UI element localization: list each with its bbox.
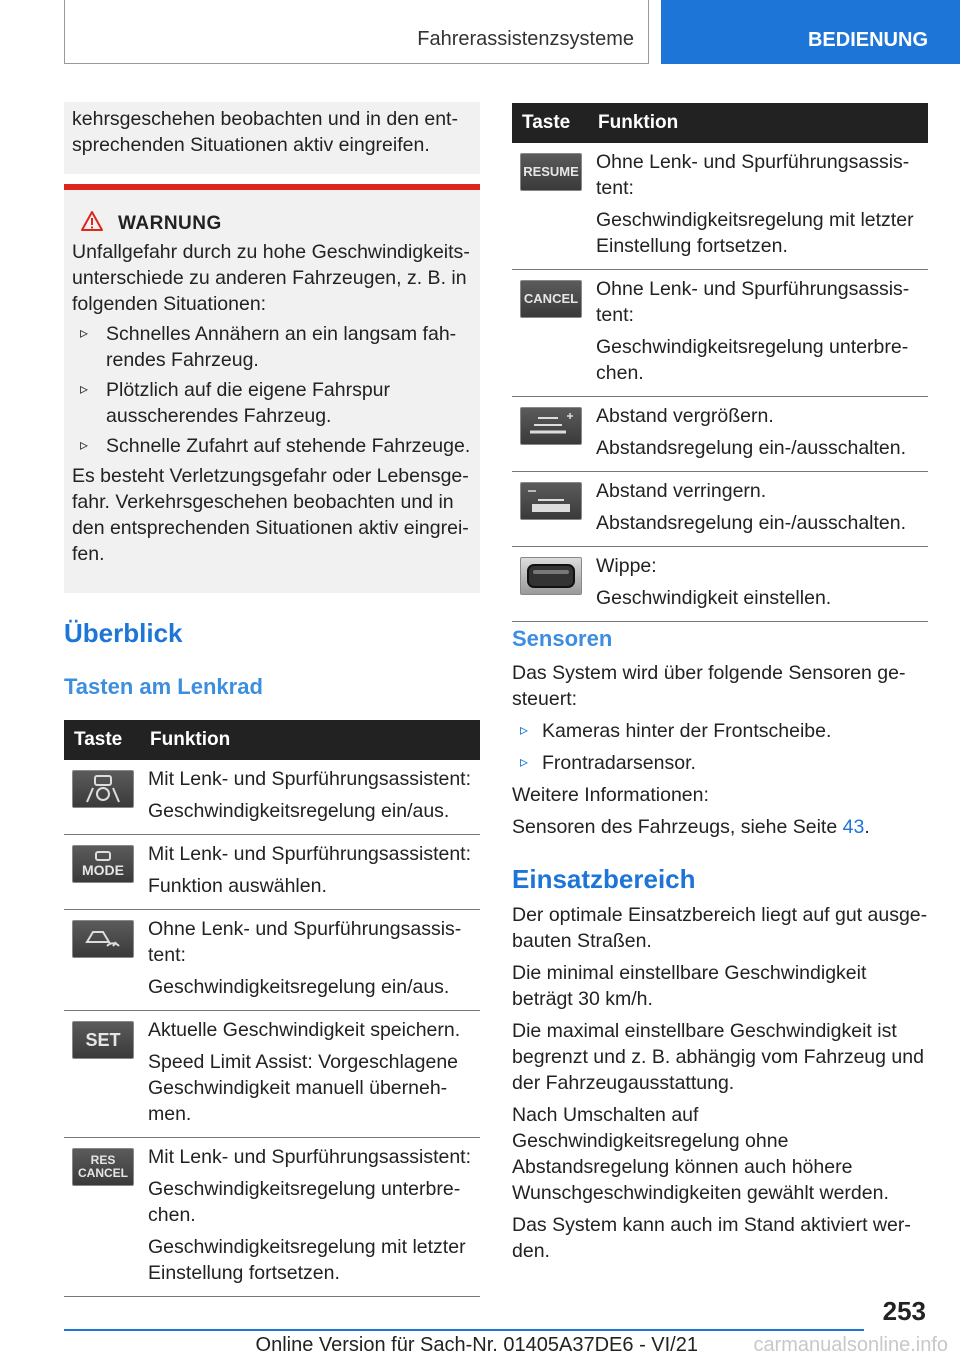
col-header-key: Taste [64, 720, 140, 760]
mode-icon: MODE [72, 845, 134, 883]
function-text: Mit Lenk- und Spurführungsassistent: [148, 768, 472, 790]
function-text: Geschwindigkeitsregelung ein/aus. [148, 800, 450, 822]
col-header-function: Funktion [588, 103, 928, 143]
function-text: Geschwindigkeit einstellen. [596, 587, 832, 609]
scope-paragraph: Die maximal einstellbare Geschwindigkeit ist begrenzt und z. B. abhängig vom Fahrzeug und der Fahrzeugausstattung. [512, 1020, 924, 1094]
sensors-section [512, 660, 928, 840]
heading-overview: Überblick [64, 618, 183, 648]
steering-assist-icon [72, 770, 134, 808]
res-cancel-icon: RES CANCEL [72, 1148, 134, 1186]
function-text: Geschwindigkeitsregelung mit letzter Einstellung fortsetzen. [596, 209, 914, 257]
table-row [64, 760, 480, 835]
cruise-control-icon [72, 920, 134, 958]
heading-sensors: Sensoren [512, 626, 613, 651]
table-row [64, 1138, 480, 1297]
scope-section [512, 902, 930, 1264]
sensors-bullet: ▹ Kameras hinter der Frontscheibe. [512, 718, 928, 744]
function-text: Speed Limit Assist: Vorgeschlagene Geschwindigkeit manuell übernehmen. [148, 1051, 459, 1125]
heading-buttons: Tasten am Lenkrad [64, 674, 263, 699]
function-text: Geschwindigkeitsregelung ein/aus. [148, 976, 450, 998]
cancel-icon: CANCEL [520, 280, 582, 318]
scope-paragraph: Der optimale Einsatzbereich liegt auf gut ausgebauten Straßen. [512, 904, 928, 952]
buttons-table-right [512, 103, 928, 622]
chapter-title: Fahrerassistenzsysteme [417, 28, 634, 50]
heading-scope: Einsatzbereich [512, 864, 696, 894]
table-row [64, 835, 480, 910]
more-info: Sensoren des Fahrzeugs, siehe Seite 43. [512, 816, 870, 838]
buttons-table-left [64, 720, 480, 1297]
table-row [512, 547, 928, 622]
section-header [661, 0, 960, 64]
function-text: Abstand verringern. [596, 480, 767, 502]
col-header-key: Taste [512, 103, 588, 143]
function-text: Mit Lenk- und Spurführungsassistent: [148, 1146, 472, 1168]
page-number: 253 [882, 1296, 926, 1326]
function-text: Geschwindigkeitsregelung unterbrechen. [148, 1178, 461, 1226]
warning-bullet: ▹ Schnelles Annähern an ein langsam fahrendes Fahrzeug. [72, 321, 472, 373]
function-text: Wippe: [596, 555, 657, 577]
function-text: Ohne Lenk- und Spurführungsassistent: [596, 151, 910, 199]
set-icon: SET [72, 1021, 134, 1059]
warning-closing: Es besteht Verletzungsgefahr oder Lebensgefahr. Verkehrsgeschehen beobachten und in den entsprechenden Situationen aktiv eingreifen. [72, 465, 469, 565]
distance-increase-icon [520, 407, 582, 445]
warning-text: Unfallgefahr durch zu hohe Geschwindigkeitsunterschiede zu anderen Fahrzeugen, z. B. in folgenden Situationen: [72, 241, 470, 315]
warning-icon [80, 210, 104, 237]
function-text: Geschwindigkeitsregelung unterbrechen. [596, 336, 909, 384]
function-text: Aktuelle Geschwindigkeit speichern. [148, 1019, 461, 1041]
footer-divider [64, 1329, 864, 1331]
warning-bullet: ▹ Schnelle Zufahrt auf stehende Fahrzeuge. [72, 433, 472, 459]
scope-paragraph: Nach Umschalten auf Geschwindigkeitsregelung ohne Abstandsregelung können auch höhere Wunschgeschwindigkeiten gewählt werden. [512, 1104, 889, 1204]
footer-online-version: Online Version für Sach-Nr. 01405A37DE6 - VI/21 [255, 1334, 698, 1356]
intro-text: kehrsgeschehen beobachten und in den entsprechenden Situationen aktiv eingreifen. [72, 108, 458, 156]
sensors-intro: Das System wird über folgende Sensoren gesteuert: [512, 662, 906, 710]
more-info-label: Weitere Informationen: [512, 784, 709, 806]
function-text: Ohne Lenk- und Spurführungsassistent: [596, 278, 910, 326]
table-row [512, 143, 928, 270]
table-row [512, 270, 928, 397]
function-text: Mit Lenk- und Spurführungsassistent: [148, 843, 472, 865]
table-row [512, 397, 928, 472]
warning-box [64, 190, 480, 593]
section-title: BEDIENUNG [807, 29, 928, 51]
resume-icon: RESUME [520, 153, 582, 191]
warning-title: WARNUNG [118, 212, 222, 234]
sensors-bullet: ▹ Frontradarsensor. [512, 750, 928, 776]
function-text: Geschwindigkeitsregelung mit letzter Einstellung fortsetzen. [148, 1236, 466, 1284]
function-text: Funktion auswählen. [148, 875, 327, 897]
col-header-function: Funktion [140, 720, 480, 760]
table-row [64, 1011, 480, 1138]
chapter-header [64, 0, 649, 64]
function-text: Abstand vergrößern. [596, 405, 774, 427]
scope-paragraph: Die minimal einstellbare Geschwindigkeit beträgt 30 km/h. [512, 962, 867, 1010]
table-row [64, 910, 480, 1011]
intro-box [64, 102, 480, 174]
watermark: carmanualsonline.info [753, 1334, 948, 1356]
function-text: Abstandsregelung ein-/ausschalten. [596, 437, 907, 459]
function-text: Ohne Lenk- und Spurführungsassistent: [148, 918, 462, 966]
rocker-icon [520, 557, 582, 595]
table-row [512, 472, 928, 547]
page-link[interactable]: 43 [842, 816, 865, 838]
scope-paragraph: Das System kann auch im Stand aktiviert werden. [512, 1214, 911, 1262]
function-text: Abstandsregelung ein-/ausschalten. [596, 512, 907, 534]
distance-decrease-icon [520, 482, 582, 520]
warning-bullet: ▹ Plötzlich auf die eigene Fahrspur ausschеrendes Fahrzeug. [72, 377, 472, 429]
